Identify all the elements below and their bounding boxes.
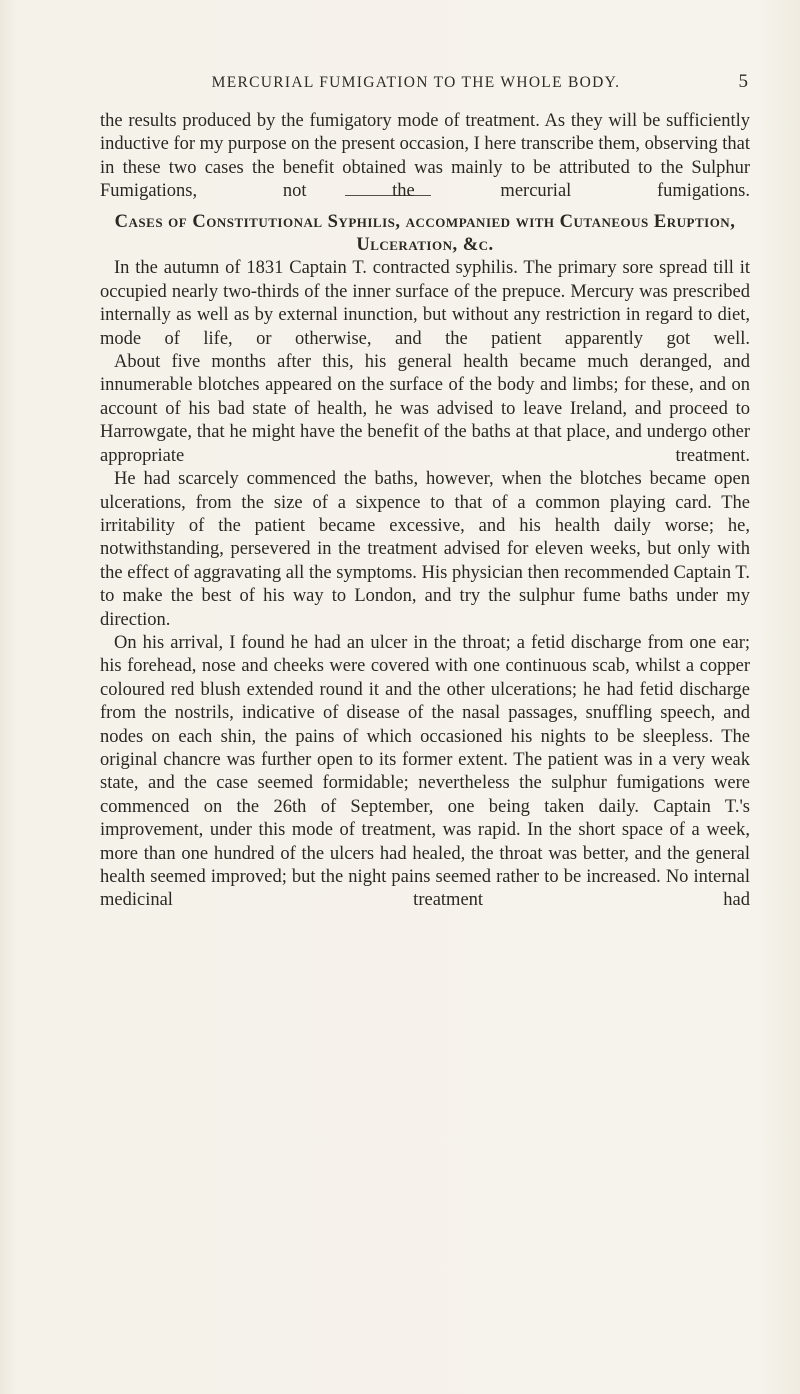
paragraph-1: In the autumn of 1831 Captain T. contracted syphilis. The primary sore spread till it occupied nearly two-thirds of the inner surface of the prepuce. Mercury was prescribed internally as well as by external inunction, but without any restriction in regard to diet, mode of life, or otherwise, and the patient apparently got well.	[100, 258, 750, 349]
paragraph-4: On his arrival, I found he had an ulcer in the throat; a fetid discharge from one ear; his forehead, nose and cheeks were covered with one continuous scab, whilst a copper coloured red blush extended round it and the other ulcerations; he had fetid discharge from the nostrils, indicative of disease of the nasal passages, snuffling speech, and nodes on each shin, the pains of which occasioned his nights to be sleepless. The original chancre was further open to its former extent. The patient was in a very weak state, and the case seemed formidable; nevertheless the sulphur fumigations were commenced on the 26th of September, one being taken daily. Captain T.'s improvement, under this mode of treatment, was rapid. In the short space of a week, more than one hundred of the ulcers had healed, the throat was better, and the general health seemed improved; but the night pains seemed rather to be increased. No internal medicinal treatment had	[100, 632, 750, 911]
running-head	[116, 71, 748, 102]
body-text	[100, 110, 750, 913]
page-number: 5	[738, 71, 748, 92]
paragraph-3: He had scarcely commenced the baths, however, when the blotches became open ulcerations, from the size of a sixpence to that of a common playing card. The irritability of the patient became excessive, and his health daily worse; he, notwithstanding, persevered in the treatment advised for eleven weeks, but only with the effect of aggravating all the symptoms. His physician then recommended Captain T. to make the best of his way to London, and try the sulphur fume baths under my direction.	[100, 469, 750, 630]
running-title: MERCURIAL FUMIGATION TO THE WHOLE BODY.	[211, 74, 621, 91]
intro-paragraph: the results produced by the fumigatory mode of treatment. As they will be sufficiently inductive for my purpose on the present occasion, I here transcribe them, observing that in these two cases the benefit obtained was mainly to be attributed to the Sulphur Fumigations, not the mercurial fumigations.	[100, 111, 750, 202]
paragraph-2: About five months after this, his general health became much deranged, and innumerable blotches appeared on the surface of the body and limbs; for these, and on account of his bad state of health, he was advised to leave Ireland, and proceed to Harrowgate, that he might have the benefit of the baths at that place, and undergo other appropriate treatment.	[100, 352, 750, 466]
section-heading: Cases of Constitutional Syphilis, accompanied with Cutaneous Eruption, Ulceration, &c.	[114, 211, 736, 256]
